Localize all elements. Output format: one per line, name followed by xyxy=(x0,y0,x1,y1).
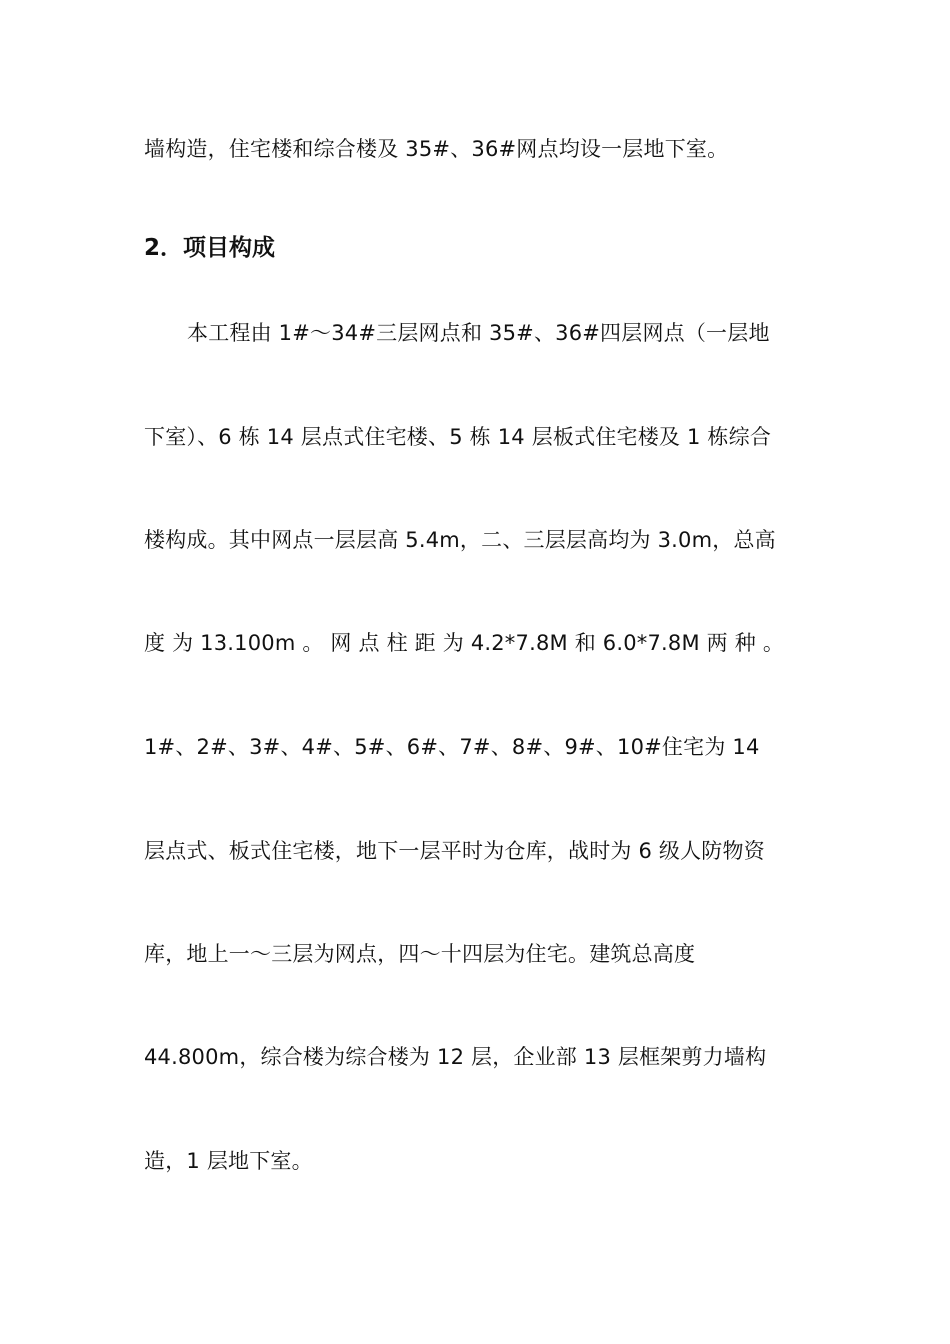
paragraph-line-7: 库，地上一～三层为网点，四～十四层为住宅。建筑总高度 xyxy=(144,942,696,966)
paragraph-line-3: 楼构成。其中网点一层层高 5.4m，二、三层层高均为 3.0m，总高 xyxy=(144,528,776,552)
paragraph-line-8: 44.800m，综合楼为综合楼为 12 层，企业部 13 层框架剪力墙构 xyxy=(144,1045,767,1069)
paragraph-line-6: 层点式、板式住宅楼，地下一层平时为仓库，战时为 6 级人防物资 xyxy=(144,839,765,863)
paragraph-line-4: 度 为 13.100m 。 网 点 柱 距 为 4.2*7.8M 和 6.0*7.8M 两 种 。 xyxy=(144,631,785,655)
paragraph-line-9: 造，1 层地下室。 xyxy=(144,1149,313,1173)
continued-paragraph-line: 墙构造，住宅楼和综合楼及 35#、36#网点均设一层地下室。 xyxy=(144,137,729,161)
paragraph-line-2: 下室）、6 栋 14 层点式住宅楼、5 栋 14 层板式住宅楼及 1 栋综合 xyxy=(144,425,772,449)
paragraph-line-1: 本工程由 1#～34#三层网点和 35#、36#四层网点（一层地 xyxy=(187,321,770,345)
section-heading: 2．项目构成 xyxy=(144,235,276,261)
paragraph-line-5: 1#、2#、3#、4#、5#、6#、7#、8#、9#、10#住宅为 14 xyxy=(144,735,760,759)
